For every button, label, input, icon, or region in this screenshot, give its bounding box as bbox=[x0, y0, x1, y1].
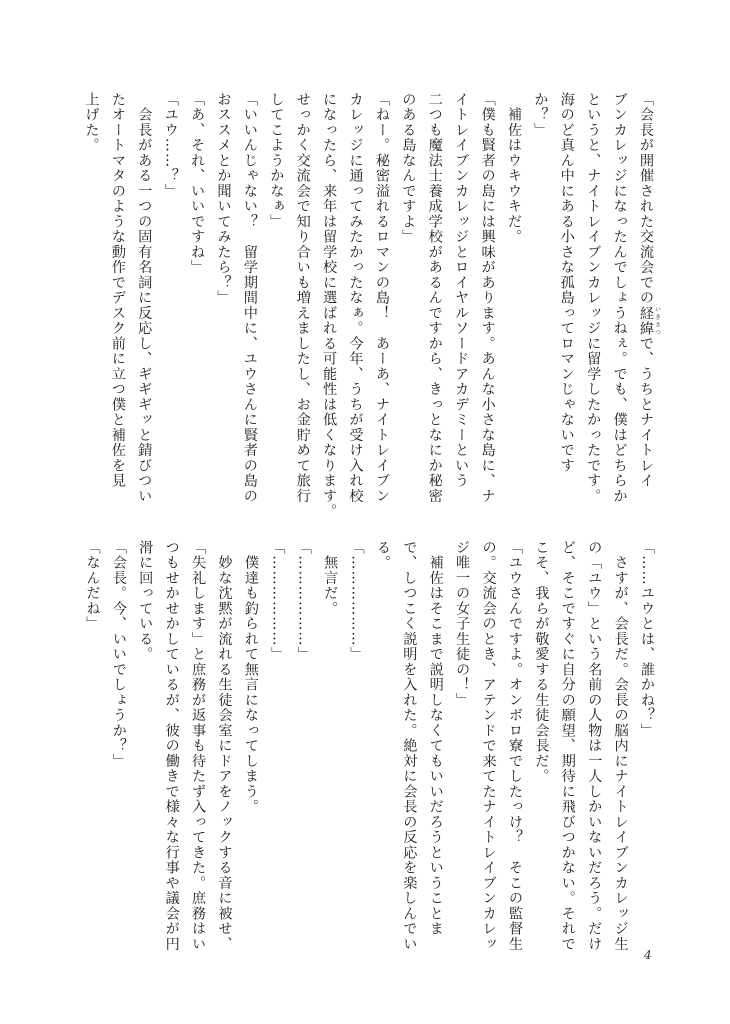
text-line: イトレイブンカレッジとロイヤルソードアカデミーという bbox=[453, 92, 470, 489]
page-number: 4 bbox=[644, 948, 652, 962]
text-line: 僕達も釣られて無言になってしまう。 bbox=[242, 540, 259, 815]
text-line: おススメとか聞いてみたら？」 bbox=[215, 92, 232, 306]
text-line: 「ねー。秘密溢れるロマンの島！ あーあ、ナイトレイブン bbox=[373, 92, 390, 504]
text-line: カレッジに通ってみたかったなぁ。今年、うちが受け入れ校 bbox=[347, 92, 364, 504]
text-line: 「……ユウとは、誰かね？」 bbox=[639, 540, 655, 739]
text-line: 会長がある一つの固有名詞に反応し、ギギギッと錆びつい bbox=[136, 92, 153, 504]
text-line: で、しつこく説明を入れた。絶対に会長の反応を楽しんでい bbox=[401, 540, 418, 952]
text-line: こそ、我らが敬愛する生徒会長だ。 bbox=[533, 540, 550, 784]
text-line: 「ユウ……？」 bbox=[162, 92, 179, 199]
text-line: 二つも魔法士養成学校があるんですから、きっとなにか秘密 bbox=[426, 92, 443, 504]
text-line: 「会長。今、いいでしょうか？」 bbox=[110, 540, 127, 769]
text-line: 「なんだね」 bbox=[84, 540, 101, 632]
text-line: 上げた。 bbox=[83, 92, 100, 153]
text-line: 「………………」 bbox=[295, 540, 312, 662]
text-line: 「………………」 bbox=[269, 540, 286, 662]
text-line: る。 bbox=[374, 540, 391, 571]
text-line: 「会長が開催された交流会での経緯 いきさつで、うちとナイトレイ bbox=[638, 92, 661, 489]
ruby-annotation: 経緯 いきさつ bbox=[638, 305, 661, 336]
lower-text-column bbox=[84, 540, 660, 972]
text-line: つもせかせかしているが、彼の働きで様々な行事や議会が円 bbox=[163, 540, 180, 952]
text-line: 滑に回っている。 bbox=[137, 540, 154, 662]
text-line: 「ユウさんですよ。オンボロ寮でしたっけ？ そこの監督生 bbox=[506, 540, 523, 952]
text-line: 「………………」 bbox=[348, 540, 365, 662]
text-line: の。交流会のとき、アテンドで来てたナイトレイブンカレッ bbox=[480, 540, 497, 952]
text-line: 補佐はそこまで説明しなくてもいいだろうということま bbox=[427, 540, 444, 937]
text-line: してこようかなぁ」 bbox=[268, 92, 285, 230]
text-line: せっかく交流会で知り合いも増えましたし、お金貯めて旅行 bbox=[294, 92, 311, 504]
text-line: というと、ナイトレイブンカレッジに留学したかったです。 bbox=[585, 92, 602, 504]
text-line: 「失礼します」と庶務が返事も待たず入ってきた。庶務はい bbox=[190, 540, 207, 952]
text-line: 無言だ。 bbox=[322, 540, 339, 617]
text-line: 補佐はウキウキだ。 bbox=[505, 92, 522, 245]
text-line: 海のど真ん中にある小さな孤島ってロマンじゃないです bbox=[558, 92, 575, 474]
text-line: か？」 bbox=[532, 92, 549, 138]
text-line: のある島なんですよ」 bbox=[400, 92, 417, 245]
text-line: ど、そこですぐに自分の願望、期待に飛びつかない。それで bbox=[559, 540, 576, 952]
text-line: たオートマタのような動作でデスク前に立つ僕と補佐を見 bbox=[109, 92, 126, 489]
text-line: 妙な沈黙が流れる生徒会室にドアをノックする音に被せ、 bbox=[216, 540, 233, 952]
text-line: 「あ、それ、いいですね」 bbox=[189, 92, 206, 275]
text-line: になったら、来年は留学校に選ばれる可能性は低くなります。 bbox=[321, 92, 338, 519]
text-line: 「僕も賢者の島には興味があります。あんな小さな島に、ナ bbox=[479, 92, 496, 504]
text-line: ブンカレッジになったんでしょうねぇ。でも、僕はどちらか bbox=[611, 92, 628, 504]
text-line: ジ唯一の女子生徒の！」 bbox=[454, 540, 471, 708]
text-line: の「ユウ」という名前の人物は一人しかいないだろう。だけ bbox=[586, 540, 603, 952]
text-line: さすが、会長だ。会長の脳内にナイトレイブンカレッジ生 bbox=[612, 540, 629, 952]
text-line: 「いいんじゃない？ 留学期間中に、ユウさんに賢者の島の bbox=[241, 92, 258, 504]
upper-text-column bbox=[83, 92, 661, 522]
